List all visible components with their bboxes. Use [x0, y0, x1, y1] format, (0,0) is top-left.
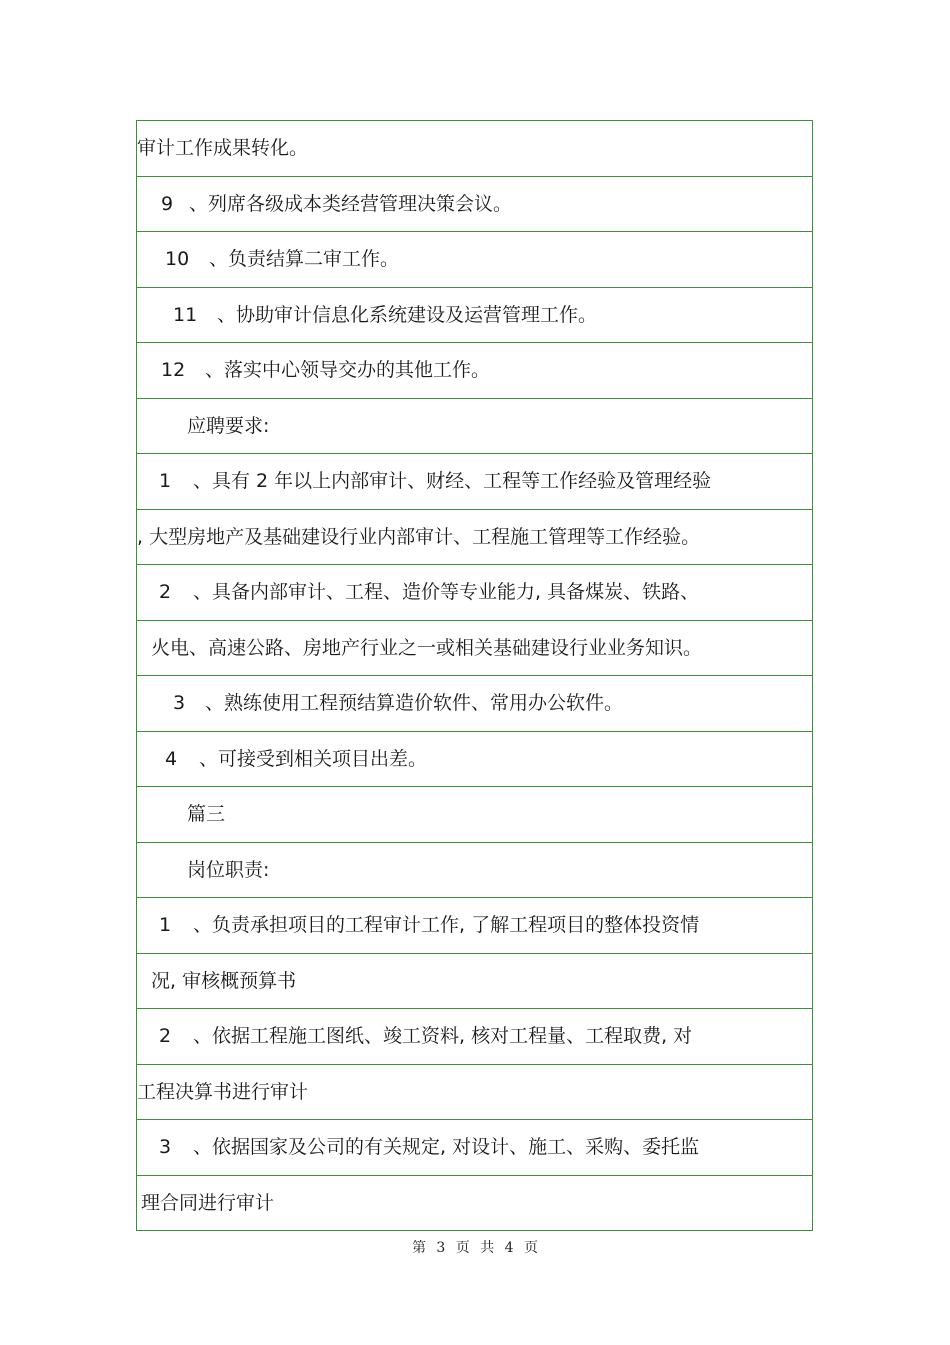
- table-row: [137, 1120, 812, 1176]
- table-row: [137, 1176, 812, 1232]
- row-text: 工程决算书进行审计: [137, 1080, 309, 1103]
- row-text: 、依据工程施工图纸、竣工资料, 核对工程量、工程取费, 对: [193, 1025, 693, 1047]
- table-row: [137, 732, 812, 788]
- table-row: [137, 177, 812, 233]
- section-heading: 篇三: [187, 803, 226, 825]
- table-row: [137, 843, 812, 899]
- row-text: 理合同进行审计: [141, 1191, 275, 1214]
- row-text: , 大型房地产及基础建设行业内部审计、工程施工管理等工作经验。: [137, 525, 701, 548]
- row-text: 况, 审核概预算书: [151, 969, 297, 992]
- row-text: 、可接受到相关项目出差。: [199, 747, 428, 770]
- table-row: [137, 121, 812, 177]
- item-number: 9: [161, 192, 174, 215]
- table-row: [137, 954, 812, 1010]
- table-row: [137, 676, 812, 732]
- table-row: [137, 454, 812, 510]
- item-number: 10: [165, 248, 190, 270]
- row-text: 、具备内部审计、工程、造价等专业能力, 具备煤炭、铁路、: [193, 581, 700, 603]
- table-row: [137, 621, 812, 677]
- table-row: [137, 232, 812, 288]
- row-text: 审计工作成果转化。: [137, 137, 309, 159]
- table-row: [137, 565, 812, 621]
- item-number: 12: [161, 359, 186, 381]
- item-number: 1: [159, 914, 172, 936]
- table-row: [137, 1009, 812, 1065]
- item-number: 4: [165, 747, 178, 770]
- section-heading: 岗位职责:: [187, 858, 270, 881]
- row-text: 、具有 2 年以上内部审计、财经、工程等工作经验及管理经验: [193, 470, 712, 492]
- table-row: [137, 399, 812, 455]
- item-number: 2: [159, 581, 172, 603]
- item-number: 2: [159, 1025, 172, 1047]
- table-row: [137, 288, 812, 344]
- row-text: 、列席各级成本类经营管理决策会议。: [189, 192, 513, 215]
- row-text: 火电、高速公路、房地产行业之一或相关基础建设行业业务知识。: [151, 636, 703, 659]
- item-number: 11: [173, 303, 198, 326]
- item-number: 3: [159, 1136, 172, 1158]
- row-text: 、负责承担项目的工程审计工作, 了解工程项目的整体投资情: [193, 914, 700, 936]
- item-number: 3: [173, 692, 186, 714]
- row-text: 、协助审计信息化系统建设及运营管理工作。: [217, 303, 598, 326]
- document-table: [136, 120, 813, 1231]
- table-row: [137, 787, 812, 843]
- row-text: 、依据国家及公司的有关规定, 对设计、施工、采购、委托监: [193, 1136, 700, 1158]
- table-row: [137, 898, 812, 954]
- row-text: 、落实中心领导交办的其他工作。: [205, 359, 491, 381]
- row-text: 、负责结算二审工作。: [209, 248, 400, 270]
- table-row: [137, 510, 812, 566]
- section-heading: 应聘要求:: [187, 414, 270, 437]
- item-number: 1: [159, 470, 172, 492]
- page-footer: 第 3 页 共 4 页: [411, 1240, 539, 1256]
- table-row: [137, 1065, 812, 1121]
- row-text: 、熟练使用工程预结算造价软件、常用办公软件。: [205, 692, 624, 714]
- table-row: [137, 343, 812, 399]
